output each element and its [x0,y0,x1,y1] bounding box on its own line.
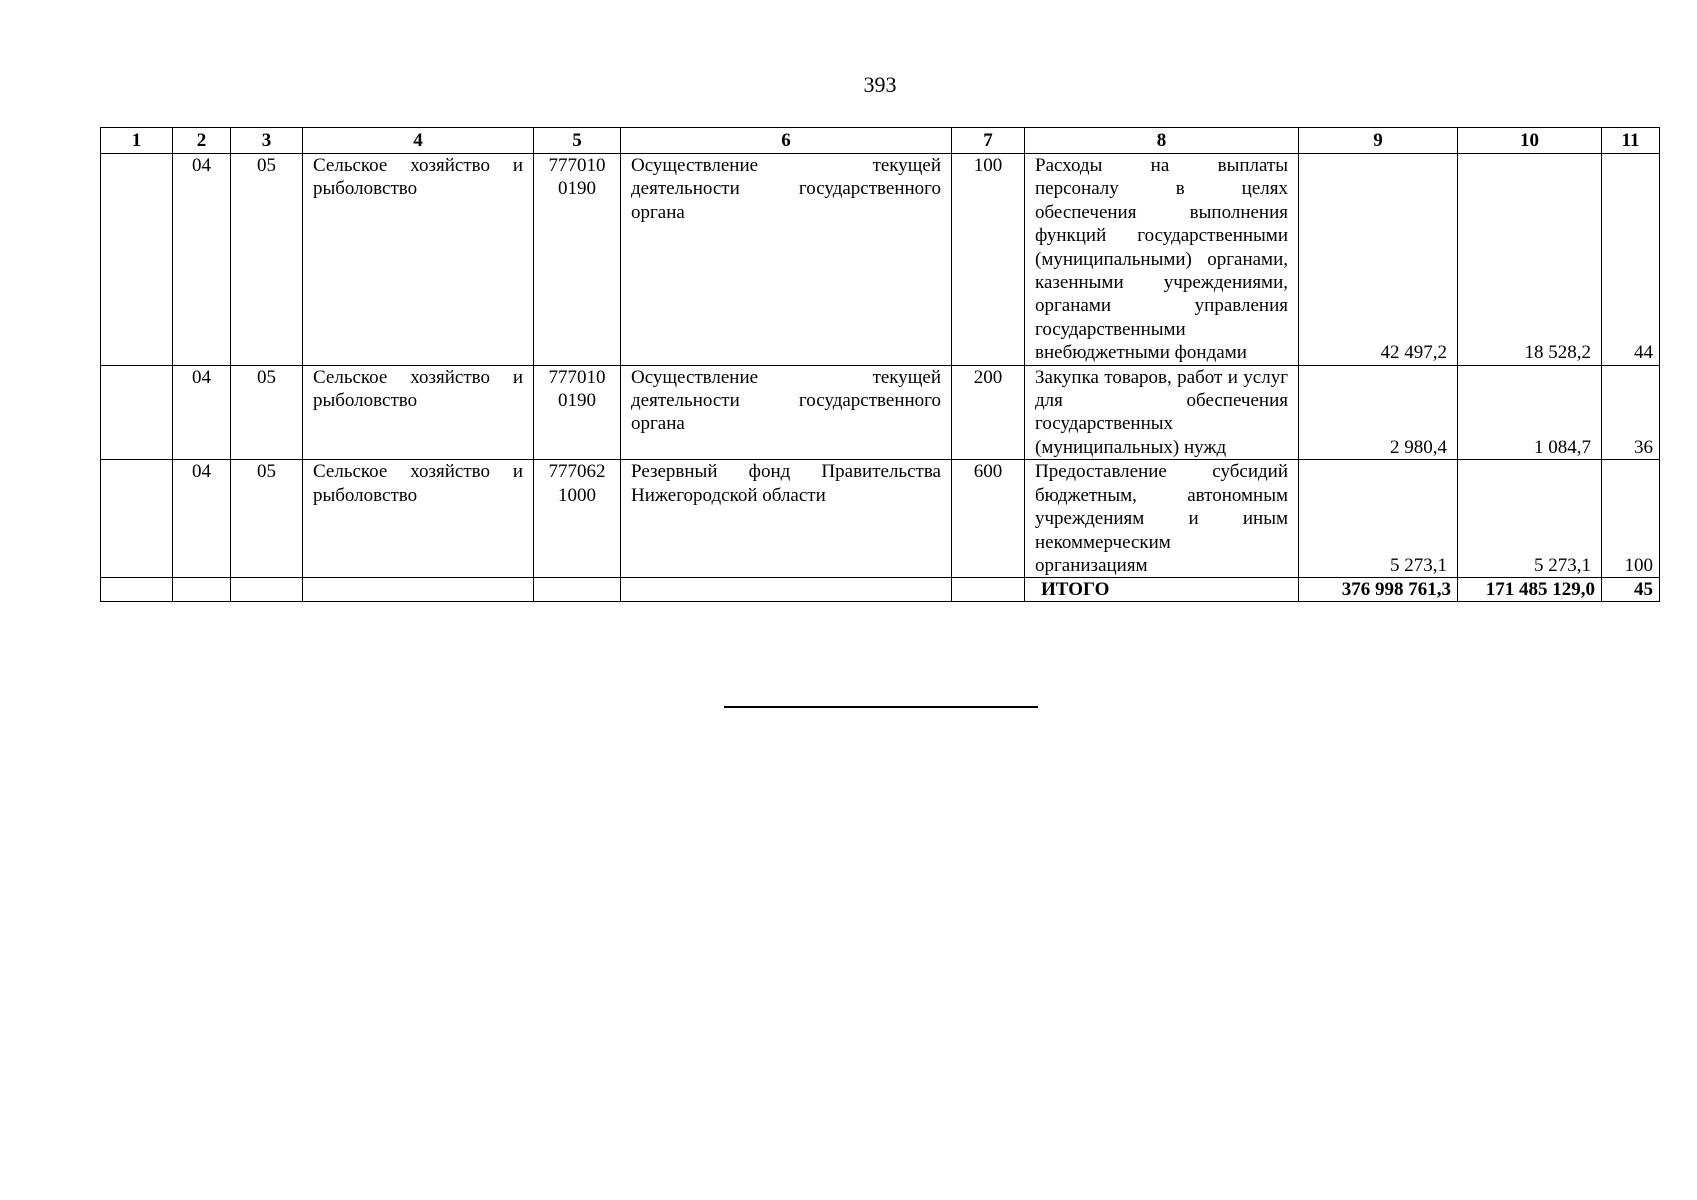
total-empty-cell [621,578,952,602]
cell-planned: 2 980,4 [1299,365,1458,460]
cell-expense-name: Расходы на выплаты персоналу в целях обеспечения выполнения функций государственными (муниципальными) органами, казенными учреждениями, органами управления государственными внебюджетными фондами [1025,154,1299,366]
column-header: 9 [1299,128,1458,154]
column-header: 5 [534,128,621,154]
table-row [101,460,1660,578]
cell-section: 04 [173,365,231,460]
column-header: 2 [173,128,231,154]
column-header: 6 [621,128,952,154]
cell-executed: 5 273,1 [1458,460,1602,578]
cell-expense-type: 100 [952,154,1025,366]
total-planned: 376 998 761,3 [1299,578,1458,602]
cell-percent: 100 [1602,460,1660,578]
column-header: 4 [303,128,534,154]
total-executed: 171 485 129,0 [1458,578,1602,602]
total-empty-cell [231,578,303,602]
total-empty-cell [101,578,173,602]
total-empty-cell [534,578,621,602]
table-row [101,154,1660,366]
table-header-row [101,128,1660,154]
cell-target-code: 777062 1000 [534,460,621,578]
cell-expense-type: 200 [952,365,1025,460]
cell-executed: 18 528,2 [1458,154,1602,366]
total-empty-cell [173,578,231,602]
cell-target-code: 777010 0190 [534,154,621,366]
cell-section: 04 [173,154,231,366]
cell-target-name: Резервный фонд Правительства Нижегородской области [621,460,952,578]
cell-target-name: Осуществление текущей деятельности государственного органа [621,154,952,366]
column-header: 3 [231,128,303,154]
cell-section-name: Сельское хозяйство и рыболовство [303,460,534,578]
total-empty-cell [952,578,1025,602]
end-of-document-rule [724,706,1038,708]
table-row [101,365,1660,460]
cell-subsection: 05 [231,460,303,578]
cell-col1 [101,365,173,460]
column-header: 11 [1602,128,1660,154]
total-empty-cell [303,578,534,602]
cell-percent: 44 [1602,154,1660,366]
cell-section-name: Сельское хозяйство и рыболовство [303,154,534,366]
cell-col1 [101,154,173,366]
cell-expense-name: Закупка товаров, работ и услуг для обеспечения государственных (муниципальных) нужд [1025,365,1299,460]
cell-expense-name: Предоставление субсидий бюджетным, автономным учреждениям и иным некоммерческим организациям [1025,460,1299,578]
cell-expense-type: 600 [952,460,1025,578]
column-header: 10 [1458,128,1602,154]
cell-executed: 1 084,7 [1458,365,1602,460]
cell-planned: 42 497,2 [1299,154,1458,366]
cell-subsection: 05 [231,365,303,460]
total-percent: 45 [1602,578,1660,602]
cell-target-code: 777010 0190 [534,365,621,460]
cell-target-name: Осуществление текущей деятельности государственного органа [621,365,952,460]
cell-section: 04 [173,460,231,578]
budget-table [100,127,1660,602]
cell-subsection: 05 [231,154,303,366]
column-header: 1 [101,128,173,154]
cell-section-name: Сельское хозяйство и рыболовство [303,365,534,460]
page-number: 393 [863,72,897,97]
cell-col1 [101,460,173,578]
column-header: 8 [1025,128,1299,154]
total-row [101,578,1660,602]
column-header: 7 [952,128,1025,154]
cell-planned: 5 273,1 [1299,460,1458,578]
total-label: ИТОГО [1025,578,1299,602]
cell-percent: 36 [1602,365,1660,460]
